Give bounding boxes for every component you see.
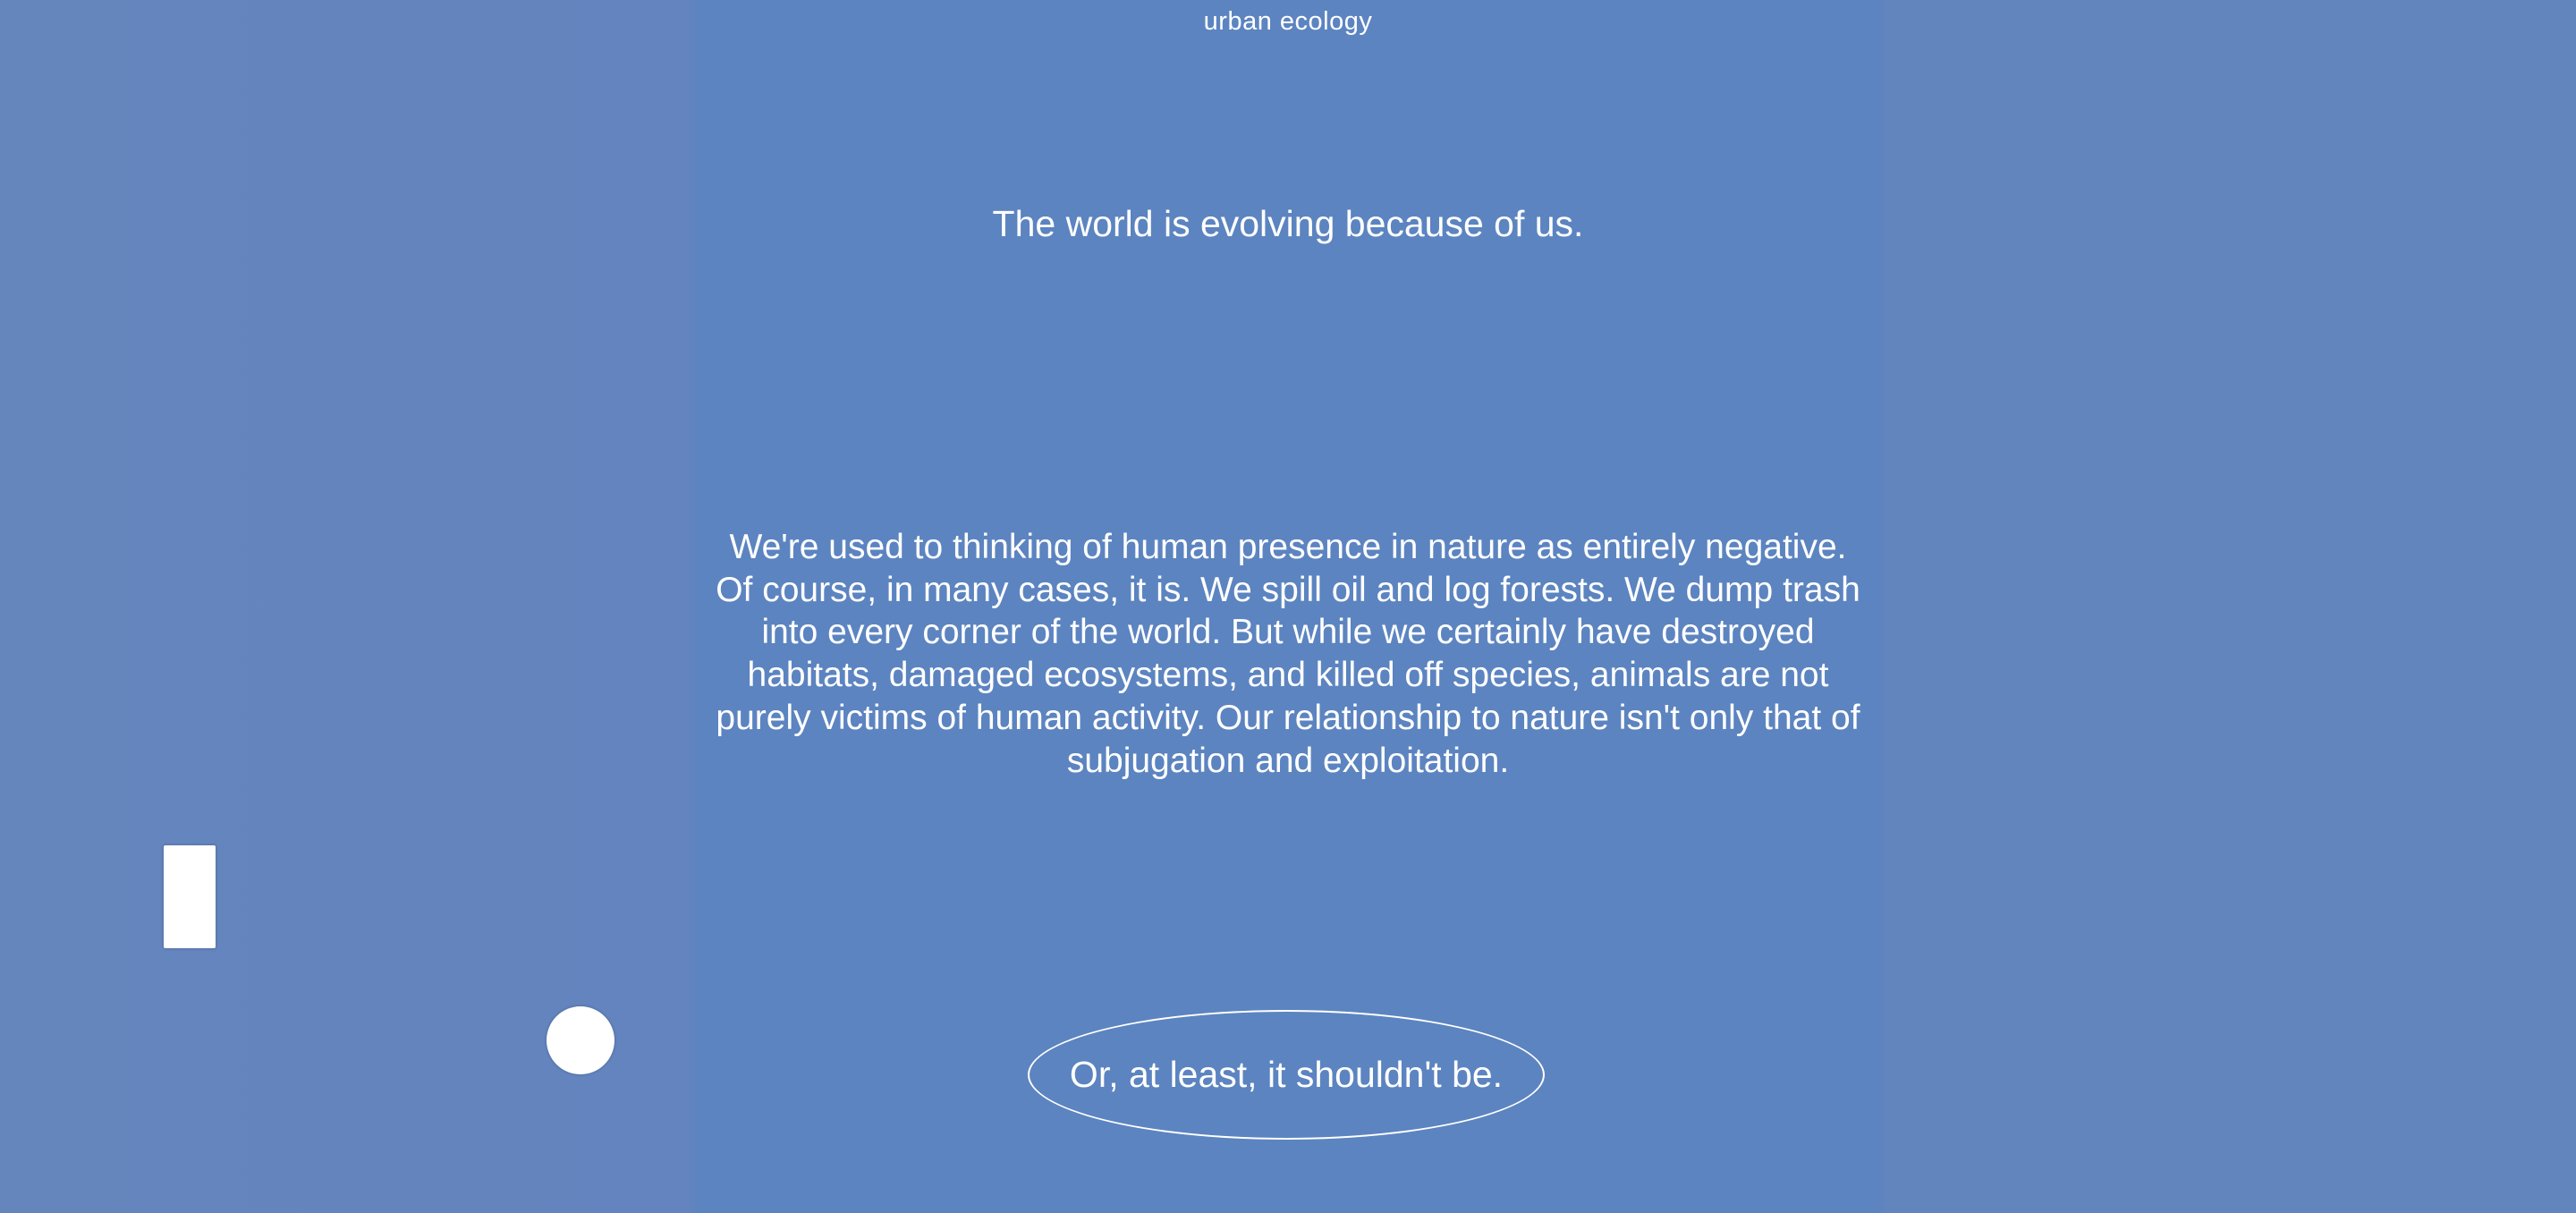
- page-headline: The world is evolving because of us.: [992, 203, 1584, 244]
- intro-paragraph: We're used to thinking of human presence in nature as entirely negative. Of course, in many cases, it is. We spill oil and log forests. We dump trash into every corner of the world. But while we certainly have destroyed habitats, damaged ecosystems, and killed off species, animals are not purely victims of human activity. Our relationship to nature isn't only that of subjugation and exploitation.: [716, 528, 1860, 780]
- white-circle-shape: [547, 1006, 614, 1074]
- ellipse-cta-button[interactable]: [1028, 1010, 1545, 1140]
- ellipse-cta-label: Or, at least, it shouldn't be.: [1069, 1054, 1504, 1095]
- site-title: urban ecology: [1203, 7, 1373, 36]
- white-rectangle-shape: [164, 845, 216, 948]
